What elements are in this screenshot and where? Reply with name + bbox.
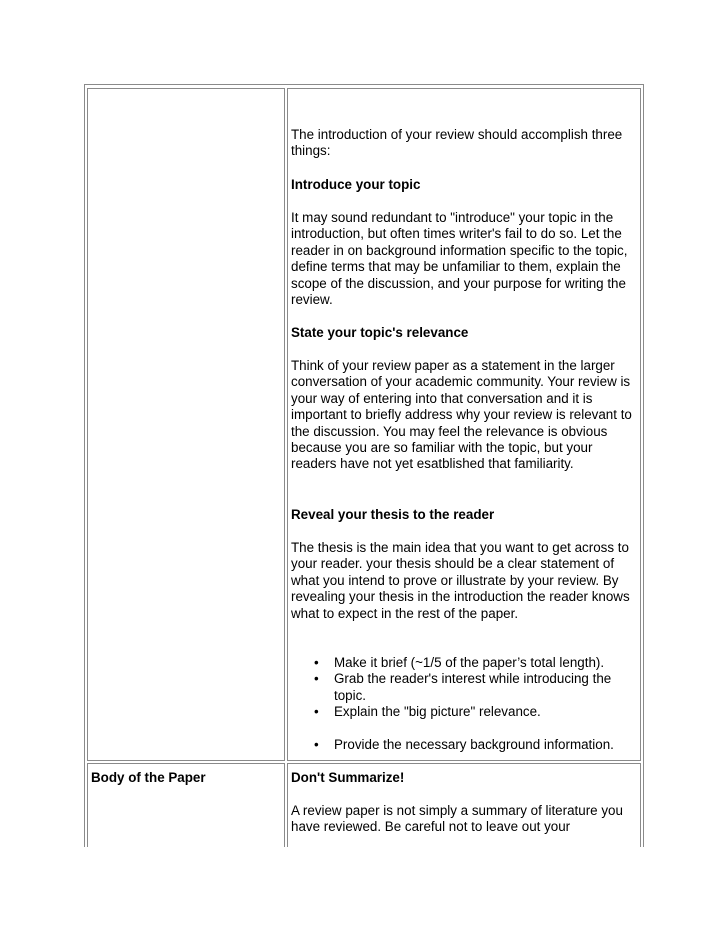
heading-introduce-topic: Introduce your topic (291, 177, 421, 192)
heading-topic-relevance: State your topic's relevance (291, 325, 469, 340)
paragraph-reveal-thesis: The thesis is the main idea that you want to get across to your reader. your thesis should be a clear statement of what you intend to prove or illustrate by your review. By revealing your thesis in the introduction the reader knows what to expect in the rest of the paper. (291, 540, 630, 621)
heading-dont-summarize: Don't Summarize! (291, 770, 405, 785)
paragraph-dont-summarize: A review paper is not simply a summary of literature you have reviewed. Be careful not to leave out your (291, 803, 623, 835)
list-item: • Provide the necessary background information. (291, 737, 641, 753)
list-item: • Explain the "big picture" relevance. (291, 704, 641, 720)
heading-reveal-thesis: Reveal your thesis to the reader (291, 507, 495, 522)
table-cell-label-intro (87, 88, 285, 761)
intro-bullet-list (291, 655, 641, 721)
paragraph-introduce-topic: It may sound redundant to "introduce" your topic in the introduction, but often times writer's fail to do so. Let the reader in on background information specific to the topic, define terms that may be unfamiliar to them, explain the scope of the discussion, and your purpose for writing the review. (291, 210, 628, 308)
row-label-body-of-paper: Body of the Paper (91, 770, 206, 785)
intro-bullet-list-2 (291, 737, 641, 753)
paragraph-topic-relevance: Think of your review paper as a statement in the larger conversation of your academic community. Your review is your way of entering into that conversation and it is important to briefly address why your review is relevant to the discussion. You may feel the relevance is obvious because you are so familiar with the topic, but your readers have not yet esatblished that familiarity. (291, 358, 632, 472)
list-item: • Grab the reader's interest while introducing the topic. (291, 671, 641, 704)
intro-lead: The introduction of your review should accomplish three things: (291, 127, 623, 159)
list-item: • Make it brief (~1/5 of the paper’s total length). (291, 655, 641, 671)
